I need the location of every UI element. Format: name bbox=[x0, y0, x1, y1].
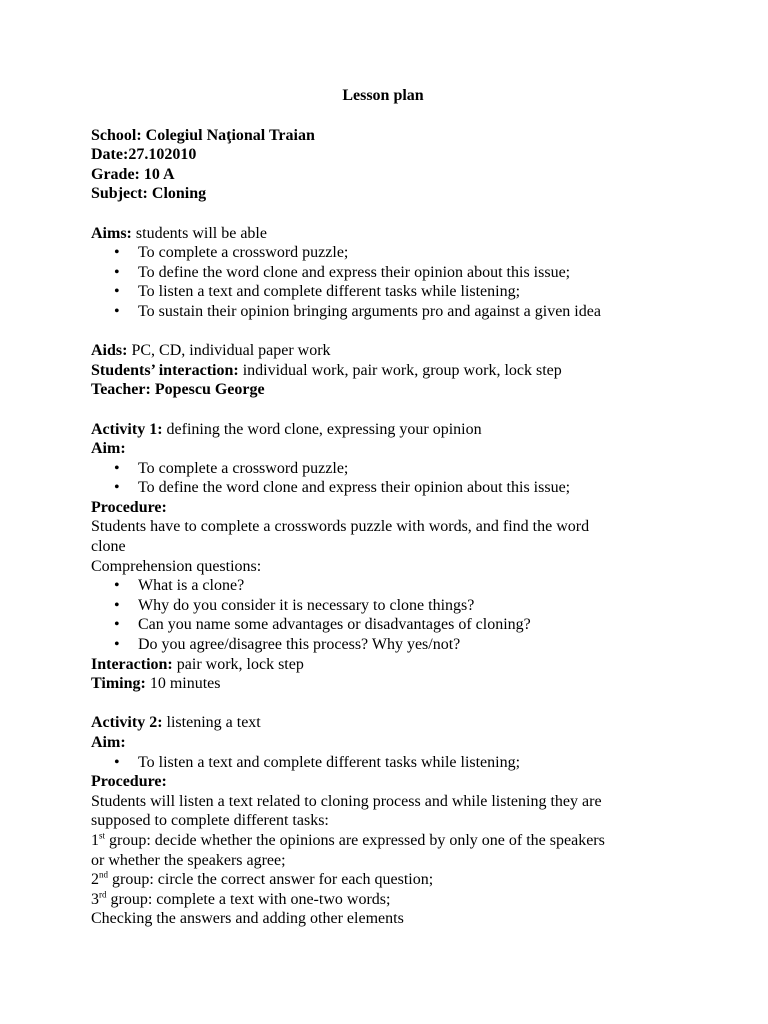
group1-line bbox=[91, 831, 691, 851]
list-item-text: To complete a crossword puzzle; bbox=[138, 459, 349, 477]
bullet-icon: • bbox=[114, 753, 120, 771]
aims-text: students will be able bbox=[131, 224, 267, 242]
bullet-icon: • bbox=[114, 283, 120, 301]
group3-line bbox=[91, 890, 691, 910]
document-title: Lesson plan bbox=[342, 87, 424, 104]
students-interaction-line bbox=[91, 361, 691, 381]
bullet-icon: • bbox=[114, 459, 120, 477]
activity2-procedure-label: Procedure: bbox=[91, 773, 167, 791]
group2-ordinal: nd bbox=[99, 869, 108, 880]
group2-number: 2 bbox=[91, 871, 99, 889]
comprehension-questions-label: Comprehension questions: bbox=[91, 557, 262, 575]
activity1-procedure-label: Procedure: bbox=[91, 498, 167, 516]
comprehension-questions-list bbox=[91, 576, 691, 654]
bullet-icon: • bbox=[114, 302, 120, 320]
group3-ordinal: rd bbox=[99, 889, 107, 900]
list-item bbox=[91, 596, 691, 616]
list-item-text: To complete a crossword puzzle; bbox=[138, 244, 349, 262]
activity1-text: defining the word clone, expressing your opinion bbox=[162, 420, 482, 438]
activity2-label: Activity 2: bbox=[91, 714, 163, 732]
list-item bbox=[91, 302, 691, 322]
group1-text: group: decide whether the opinions are expressed by only one of the speakers bbox=[105, 831, 605, 849]
students-interaction-label: Students’ interaction: bbox=[91, 361, 239, 379]
list-item bbox=[91, 635, 691, 655]
group3-number: 3 bbox=[91, 890, 99, 908]
aims-line bbox=[91, 224, 691, 244]
spacer bbox=[91, 204, 691, 224]
list-item bbox=[91, 263, 691, 283]
activity2-closing-line: Checking the answers and adding other elements bbox=[91, 910, 404, 928]
activity1-procedure-text: Students have to complete a crosswords puzzle with words, and find the word bbox=[91, 518, 590, 536]
list-item-text: To listen a text and complete different tasks while listening; bbox=[138, 283, 521, 301]
bullet-icon: • bbox=[114, 577, 120, 595]
activity2-procedure-line-2: supposed to complete different tasks: bbox=[91, 812, 329, 830]
activity2-heading bbox=[91, 713, 691, 733]
activity1-heading bbox=[91, 420, 691, 440]
students-interaction-text: individual work, pair work, group work, lock step bbox=[238, 361, 562, 379]
bullet-icon: • bbox=[114, 636, 120, 654]
list-item-text: Why do you consider it is necessary to clone things? bbox=[138, 596, 475, 614]
spacer bbox=[91, 694, 691, 714]
list-item-text: To listen a text and complete different tasks while listening; bbox=[138, 753, 521, 771]
school-line: School: Colegiul Naţional Traian bbox=[91, 126, 315, 144]
list-item-text: To define the word clone and express their opinion about this issue; bbox=[138, 263, 571, 281]
list-item-text: To sustain their opinion bringing arguments pro and against a given idea bbox=[138, 302, 601, 320]
aims-list bbox=[91, 243, 691, 321]
activity1-timing-text: 10 minutes bbox=[145, 675, 221, 693]
bullet-icon: • bbox=[114, 616, 120, 634]
activity1-interaction-line bbox=[91, 655, 691, 675]
group2-text: group: circle the correct answer for each question; bbox=[108, 871, 434, 889]
bullet-icon: • bbox=[114, 263, 120, 281]
teacher-line: Teacher: Popescu George bbox=[91, 381, 265, 399]
list-item-text: To define the word clone and express their opinion about this issue; bbox=[138, 479, 571, 497]
list-item-text: Do you agree/disagree this process? Why yes/not? bbox=[138, 636, 461, 654]
subject-line: Subject: Cloning bbox=[91, 185, 207, 203]
activity1-interaction-text: pair work, lock step bbox=[172, 655, 304, 673]
aids-text: PC, CD, individual paper work bbox=[127, 342, 331, 360]
group2-line bbox=[91, 870, 691, 890]
bullet-icon: • bbox=[114, 479, 120, 497]
list-item bbox=[91, 478, 691, 498]
group1-line-2: or whether the speakers agree; bbox=[91, 851, 286, 869]
activity2-aim-list bbox=[91, 753, 691, 773]
bullet-icon: • bbox=[114, 596, 120, 614]
group1-ordinal: st bbox=[99, 830, 106, 841]
activity2-procedure-line-1: Students will listen a text related to cloning process and while listening they are bbox=[91, 792, 602, 810]
activity1-timing-label: Timing: bbox=[91, 675, 146, 693]
activity1-label: Activity 1: bbox=[91, 420, 163, 438]
list-item bbox=[91, 243, 691, 263]
aids-line bbox=[91, 341, 691, 361]
document-page bbox=[91, 86, 691, 929]
grade-line: Grade: 10 A bbox=[91, 165, 175, 183]
spacer bbox=[91, 322, 691, 342]
activity1-timing-line bbox=[91, 674, 691, 694]
list-item bbox=[91, 753, 691, 773]
list-item bbox=[91, 576, 691, 596]
aids-label: Aids: bbox=[91, 342, 128, 360]
date-line: Date:27.102010 bbox=[91, 146, 197, 164]
activity1-procedure-text-2: clone bbox=[91, 538, 126, 556]
group1-number: 1 bbox=[91, 831, 99, 849]
activity2-text: listening a text bbox=[162, 714, 261, 732]
list-item bbox=[91, 282, 691, 302]
activity1-aim-label: Aim: bbox=[91, 440, 126, 458]
list-item bbox=[91, 459, 691, 479]
spacer bbox=[91, 400, 691, 420]
activity1-interaction-label: Interaction: bbox=[91, 655, 173, 673]
activity2-aim-label: Aim: bbox=[91, 734, 126, 751]
list-item-text: What is a clone? bbox=[138, 577, 245, 595]
list-item-text: Can you name some advantages or disadvantages of cloning? bbox=[138, 616, 531, 634]
aims-label: Aims: bbox=[91, 224, 132, 242]
group3-text: group: complete a text with one-two words; bbox=[106, 890, 391, 908]
list-item bbox=[91, 615, 691, 635]
activity1-aim-list bbox=[91, 459, 691, 498]
bullet-icon: • bbox=[114, 244, 120, 262]
